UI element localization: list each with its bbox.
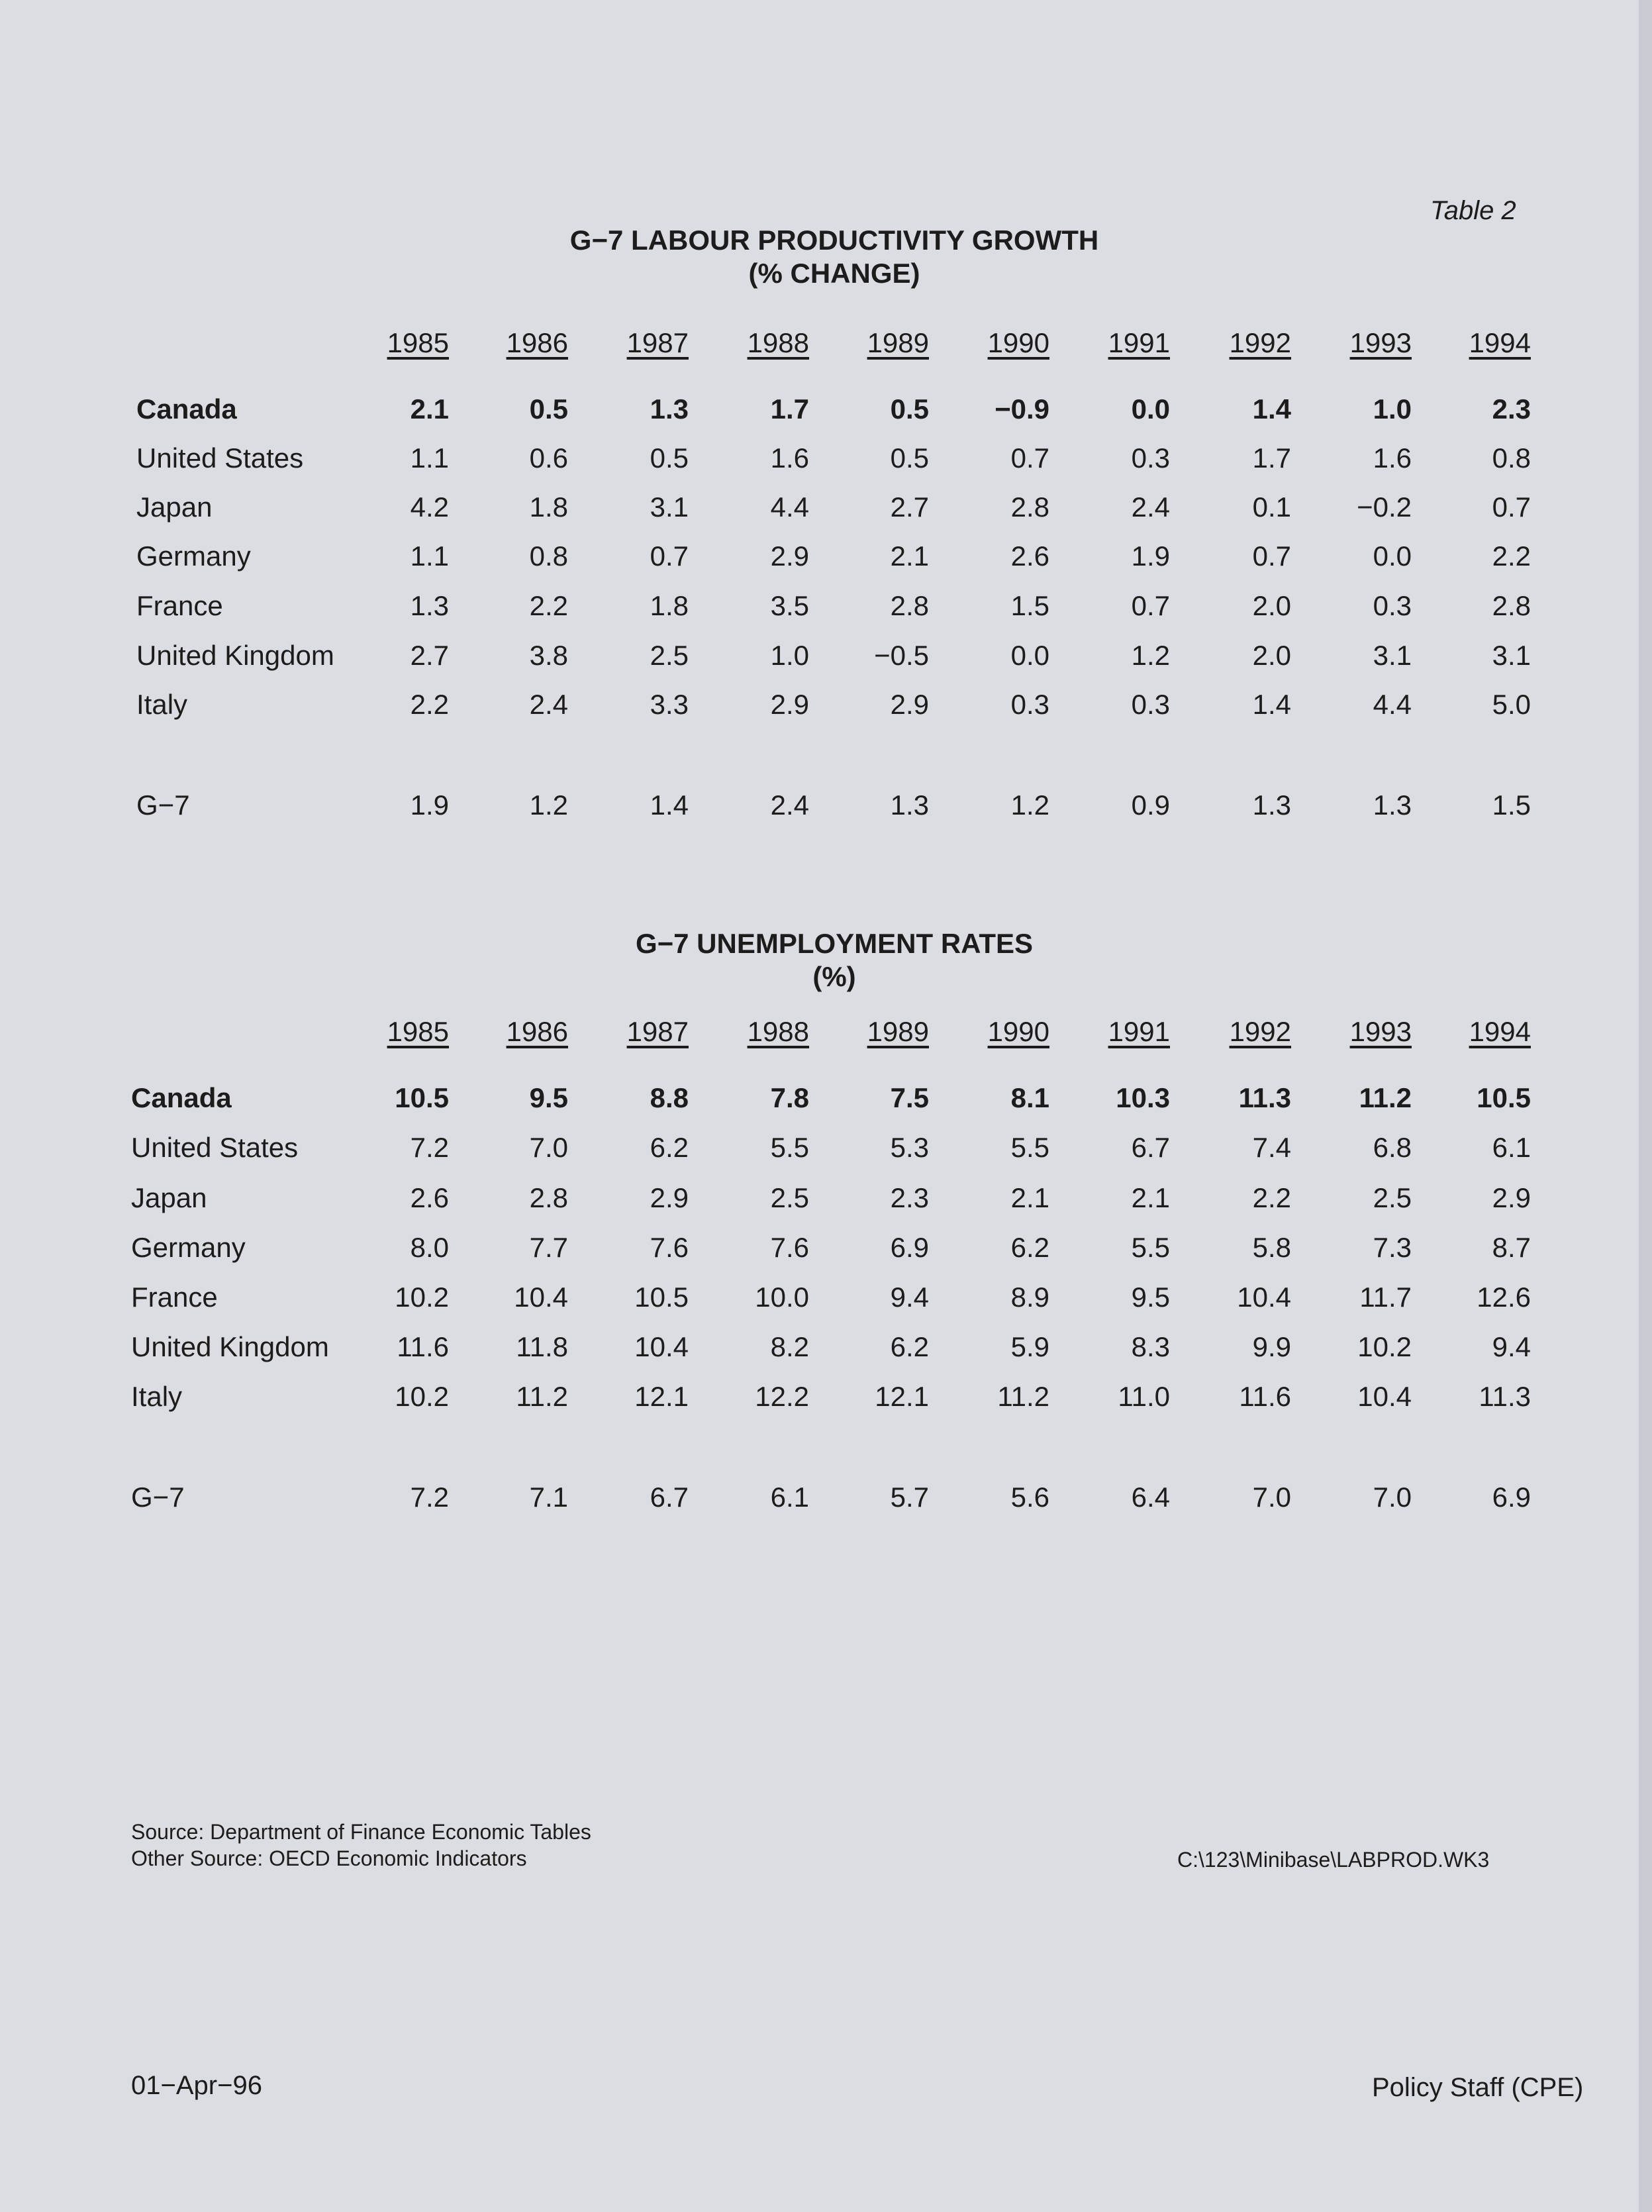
cell-united-kingdom-1985: 11.6 xyxy=(397,1331,449,1362)
cell-japan-1987: 3.1 xyxy=(650,491,689,523)
cell-japan-1990: 2.1 xyxy=(1010,1182,1049,1213)
cell-united-states-1993: 6.8 xyxy=(1373,1132,1412,1163)
row-label-canada: Canada xyxy=(131,1082,232,1113)
cell-united-states-1994: 6.1 xyxy=(1492,1132,1531,1163)
cell-france-1988: 10.0 xyxy=(755,1282,809,1313)
year-header-1986: 1986 xyxy=(506,327,568,358)
cell-canada-1989: 7.5 xyxy=(890,1082,929,1113)
cell-japan-1985: 2.6 xyxy=(410,1182,449,1213)
cell-united-kingdom-1989: 6.2 xyxy=(890,1331,929,1362)
cell-italy-1989: 2.9 xyxy=(890,689,929,720)
cell-france-1987: 10.5 xyxy=(634,1282,689,1313)
cell-united-states-1985: 7.2 xyxy=(410,1132,449,1163)
row-label-france: France xyxy=(131,1282,218,1313)
cell-germany-1985: 8.0 xyxy=(410,1232,449,1263)
row-label-france: France xyxy=(136,590,223,621)
cell-japan-1992: 0.1 xyxy=(1252,491,1291,523)
document-author: Policy Staff (CPE) xyxy=(1372,2073,1584,2102)
cell-united-states-1994: 0.8 xyxy=(1492,442,1531,474)
row-label-united-states: United States xyxy=(131,1132,299,1163)
cell-italy-1994: 5.0 xyxy=(1492,689,1531,720)
cell-france-1986: 2.2 xyxy=(529,590,568,621)
table-number-label: Table 2 xyxy=(1430,196,1516,225)
row-label-united-kingdom: United Kingdom xyxy=(136,640,334,671)
cell-g-7-1994: 1.5 xyxy=(1492,789,1531,821)
cell-united-kingdom-1990: 5.9 xyxy=(1010,1331,1049,1362)
unemployment-subtitle: (%) xyxy=(812,961,856,992)
year-header-1990: 1990 xyxy=(987,327,1049,358)
cell-united-states-1987: 0.5 xyxy=(650,442,689,474)
cell-germany-1985: 1.1 xyxy=(410,540,449,572)
cell-italy-1985: 2.2 xyxy=(410,689,449,720)
cell-italy-1992: 11.6 xyxy=(1239,1381,1291,1412)
cell-france-1991: 9.5 xyxy=(1131,1282,1170,1313)
cell-italy-1987: 3.3 xyxy=(650,689,689,720)
cell-canada-1987: 1.3 xyxy=(650,393,689,425)
cell-italy-1993: 10.4 xyxy=(1357,1381,1412,1412)
year-header-1985: 1985 xyxy=(387,1016,449,1047)
cell-united-states-1992: 7.4 xyxy=(1252,1132,1291,1163)
cell-japan-1986: 1.8 xyxy=(529,491,568,523)
year-header-1992: 1992 xyxy=(1229,1016,1291,1047)
cell-germany-1993: 7.3 xyxy=(1373,1232,1412,1263)
cell-united-kingdom-1988: 8.2 xyxy=(770,1331,809,1362)
cell-france-1990: 1.5 xyxy=(1010,590,1049,621)
cell-italy-1992: 1.4 xyxy=(1252,689,1291,720)
cell-g-7-1989: 5.7 xyxy=(890,1482,929,1513)
cell-canada-1990: −0.9 xyxy=(995,393,1049,425)
row-label-japan: Japan xyxy=(136,491,213,523)
cell-united-states-1986: 0.6 xyxy=(529,442,568,474)
cell-canada-1988: 7.8 xyxy=(770,1082,809,1113)
row-label-g-7: G−7 xyxy=(136,789,190,821)
cell-united-kingdom-1993: 10.2 xyxy=(1357,1331,1412,1362)
cell-united-states-1990: 0.7 xyxy=(1010,442,1049,474)
cell-france-1985: 10.2 xyxy=(395,1282,449,1313)
year-header-1993: 1993 xyxy=(1349,327,1412,358)
cell-germany-1989: 6.9 xyxy=(890,1232,929,1263)
row-label-germany: Germany xyxy=(131,1232,246,1263)
cell-canada-1991: 10.3 xyxy=(1116,1082,1170,1113)
cell-united-states-1988: 5.5 xyxy=(770,1132,809,1163)
cell-germany-1992: 5.8 xyxy=(1252,1232,1291,1263)
cell-g-7-1992: 1.3 xyxy=(1252,789,1291,821)
cell-italy-1991: 0.3 xyxy=(1131,689,1170,720)
cell-france-1992: 2.0 xyxy=(1252,590,1291,621)
cell-germany-1988: 7.6 xyxy=(770,1232,809,1263)
cell-g-7-1993: 7.0 xyxy=(1373,1482,1412,1513)
cell-germany-1991: 5.5 xyxy=(1131,1232,1170,1263)
cell-united-states-1989: 5.3 xyxy=(890,1132,929,1163)
cell-france-1988: 3.5 xyxy=(770,590,809,621)
year-header-1988: 1988 xyxy=(747,1016,809,1047)
page-edge xyxy=(1639,0,1652,2212)
cell-france-1992: 10.4 xyxy=(1237,1282,1291,1313)
cell-japan-1994: 0.7 xyxy=(1492,491,1531,523)
document-date: 01−Apr−96 xyxy=(131,2071,262,2100)
cell-japan-1994: 2.9 xyxy=(1492,1182,1531,1213)
cell-canada-1986: 9.5 xyxy=(529,1082,568,1113)
cell-france-1990: 8.9 xyxy=(1010,1282,1049,1313)
year-header-1991: 1991 xyxy=(1108,327,1170,358)
year-header-1992: 1992 xyxy=(1229,327,1291,358)
cell-italy-1988: 12.2 xyxy=(755,1381,809,1412)
year-header-1994: 1994 xyxy=(1469,327,1531,358)
cell-germany-1993: 0.0 xyxy=(1373,540,1412,572)
cell-italy-1988: 2.9 xyxy=(770,689,809,720)
year-header-1991: 1991 xyxy=(1108,1016,1170,1047)
cell-united-kingdom-1985: 2.7 xyxy=(410,640,449,671)
cell-germany-1986: 0.8 xyxy=(529,540,568,572)
cell-g-7-1991: 0.9 xyxy=(1131,789,1170,821)
cell-canada-1989: 0.5 xyxy=(890,393,929,425)
cell-germany-1994: 8.7 xyxy=(1492,1232,1531,1263)
cell-g-7-1990: 5.6 xyxy=(1010,1482,1049,1513)
cell-united-states-1991: 6.7 xyxy=(1131,1132,1170,1163)
cell-france-1994: 2.8 xyxy=(1492,590,1531,621)
cell-italy-1987: 12.1 xyxy=(634,1381,689,1412)
year-header-1988: 1988 xyxy=(747,327,809,358)
year-header-1987: 1987 xyxy=(626,1016,689,1047)
cell-italy-1991: 11.0 xyxy=(1118,1381,1170,1412)
year-header-1987: 1987 xyxy=(626,327,689,358)
cell-canada-1985: 2.1 xyxy=(410,393,449,425)
cell-japan-1988: 4.4 xyxy=(770,491,809,523)
cell-canada-1985: 10.5 xyxy=(395,1082,449,1113)
cell-united-kingdom-1990: 0.0 xyxy=(1010,640,1049,671)
cell-france-1987: 1.8 xyxy=(650,590,689,621)
cell-canada-1986: 0.5 xyxy=(529,393,568,425)
cell-united-kingdom-1992: 2.0 xyxy=(1252,640,1291,671)
row-label-germany: Germany xyxy=(136,540,251,572)
row-label-italy: Italy xyxy=(136,689,188,720)
cell-japan-1989: 2.7 xyxy=(890,491,929,523)
cell-germany-1990: 6.2 xyxy=(1010,1232,1049,1263)
cell-italy-1994: 11.3 xyxy=(1479,1381,1531,1412)
cell-g-7-1988: 6.1 xyxy=(770,1482,809,1513)
year-header-1986: 1986 xyxy=(506,1016,568,1047)
cell-united-kingdom-1987: 10.4 xyxy=(634,1331,689,1362)
cell-japan-1989: 2.3 xyxy=(890,1182,929,1213)
cell-canada-1994: 2.3 xyxy=(1492,393,1531,425)
cell-japan-1988: 2.5 xyxy=(770,1182,809,1213)
row-label-canada: Canada xyxy=(136,393,237,425)
cell-italy-1989: 12.1 xyxy=(875,1381,929,1412)
other-source-note: Other Source: OECD Economic Indicators xyxy=(131,1846,527,1870)
cell-italy-1986: 11.2 xyxy=(516,1381,568,1412)
cell-g-7-1990: 1.2 xyxy=(1010,789,1049,821)
row-label-united-kingdom: United Kingdom xyxy=(131,1331,329,1362)
cell-united-states-1988: 1.6 xyxy=(770,442,809,474)
cell-united-states-1991: 0.3 xyxy=(1131,442,1170,474)
cell-france-1993: 0.3 xyxy=(1373,590,1412,621)
cell-france-1993: 11.7 xyxy=(1359,1282,1412,1313)
cell-united-states-1989: 0.5 xyxy=(890,442,929,474)
cell-united-states-1985: 1.1 xyxy=(410,442,449,474)
cell-canada-1993: 11.2 xyxy=(1359,1082,1412,1113)
cell-germany-1986: 7.7 xyxy=(529,1232,568,1263)
row-label-japan: Japan xyxy=(131,1182,207,1213)
cell-united-states-1990: 5.5 xyxy=(1010,1132,1049,1163)
cell-italy-1993: 4.4 xyxy=(1373,689,1412,720)
cell-canada-1994: 10.5 xyxy=(1477,1082,1531,1113)
row-label-g-7: G−7 xyxy=(131,1482,185,1513)
cell-germany-1990: 2.6 xyxy=(1010,540,1049,572)
cell-germany-1989: 2.1 xyxy=(890,540,929,572)
year-header-1989: 1989 xyxy=(867,327,929,358)
cell-united-states-1987: 6.2 xyxy=(650,1132,689,1163)
cell-g-7-1985: 7.2 xyxy=(410,1482,449,1513)
year-header-1989: 1989 xyxy=(867,1016,929,1047)
cell-france-1994: 12.6 xyxy=(1477,1282,1531,1313)
cell-germany-1992: 0.7 xyxy=(1252,540,1291,572)
cell-united-states-1993: 1.6 xyxy=(1373,442,1412,474)
cell-united-kingdom-1986: 3.8 xyxy=(529,640,568,671)
cell-g-7-1986: 1.2 xyxy=(529,789,568,821)
year-header-1990: 1990 xyxy=(987,1016,1049,1047)
year-header-1993: 1993 xyxy=(1349,1016,1412,1047)
cell-france-1985: 1.3 xyxy=(410,590,449,621)
cell-germany-1988: 2.9 xyxy=(770,540,809,572)
cell-g-7-1987: 6.7 xyxy=(650,1482,689,1513)
year-header-1985: 1985 xyxy=(387,327,449,358)
cell-g-7-1987: 1.4 xyxy=(650,789,689,821)
cell-japan-1992: 2.2 xyxy=(1252,1182,1291,1213)
cell-japan-1991: 2.4 xyxy=(1131,491,1170,523)
cell-germany-1991: 1.9 xyxy=(1131,540,1170,572)
cell-france-1991: 0.7 xyxy=(1131,590,1170,621)
cell-canada-1993: 1.0 xyxy=(1373,393,1412,425)
cell-united-kingdom-1988: 1.0 xyxy=(770,640,809,671)
cell-g-7-1985: 1.9 xyxy=(410,789,449,821)
cell-canada-1992: 11.3 xyxy=(1238,1082,1291,1113)
cell-france-1989: 9.4 xyxy=(890,1282,929,1313)
cell-united-states-1992: 1.7 xyxy=(1252,442,1291,474)
cell-italy-1986: 2.4 xyxy=(529,689,568,720)
cell-italy-1990: 11.2 xyxy=(997,1381,1049,1412)
cell-france-1989: 2.8 xyxy=(890,590,929,621)
cell-g-7-1986: 7.1 xyxy=(529,1482,568,1513)
cell-g-7-1992: 7.0 xyxy=(1252,1482,1291,1513)
cell-italy-1985: 10.2 xyxy=(395,1381,449,1412)
cell-germany-1994: 2.2 xyxy=(1492,540,1531,572)
cell-canada-1990: 8.1 xyxy=(1010,1082,1049,1113)
cell-g-7-1988: 2.4 xyxy=(770,789,809,821)
cell-united-states-1986: 7.0 xyxy=(529,1132,568,1163)
cell-g-7-1989: 1.3 xyxy=(890,789,929,821)
cell-japan-1990: 2.8 xyxy=(1010,491,1049,523)
cell-germany-1987: 0.7 xyxy=(650,540,689,572)
cell-united-kingdom-1994: 9.4 xyxy=(1492,1331,1531,1362)
cell-japan-1991: 2.1 xyxy=(1131,1182,1170,1213)
cell-japan-1993: −0.2 xyxy=(1357,491,1412,523)
cell-united-kingdom-1986: 11.8 xyxy=(516,1331,568,1362)
cell-united-kingdom-1992: 9.9 xyxy=(1252,1331,1291,1362)
cell-united-kingdom-1987: 2.5 xyxy=(650,640,689,671)
year-header-1994: 1994 xyxy=(1469,1016,1531,1047)
file-path: C:\123\Minibase\LABPROD.WK3 xyxy=(1177,1848,1490,1872)
productivity-subtitle: (% CHANGE) xyxy=(748,258,920,289)
row-label-italy: Italy xyxy=(131,1381,183,1412)
cell-g-7-1994: 6.9 xyxy=(1492,1482,1531,1513)
cell-japan-1993: 2.5 xyxy=(1373,1182,1412,1213)
cell-g-7-1993: 1.3 xyxy=(1373,789,1412,821)
row-label-united-states: United States xyxy=(136,442,304,474)
cell-canada-1991: 0.0 xyxy=(1131,393,1170,425)
cell-united-kingdom-1991: 1.2 xyxy=(1131,640,1170,671)
cell-united-kingdom-1993: 3.1 xyxy=(1373,640,1412,671)
source-note: Source: Department of Finance Economic Tables xyxy=(131,1820,591,1844)
cell-france-1986: 10.4 xyxy=(514,1282,568,1313)
cell-italy-1990: 0.3 xyxy=(1010,689,1049,720)
unemployment-title: G−7 UNEMPLOYMENT RATES xyxy=(635,928,1034,959)
cell-canada-1992: 1.4 xyxy=(1252,393,1291,425)
cell-japan-1987: 2.9 xyxy=(650,1182,689,1213)
cell-united-kingdom-1989: −0.5 xyxy=(874,640,929,671)
cell-japan-1985: 4.2 xyxy=(410,491,449,523)
cell-canada-1988: 1.7 xyxy=(770,393,809,425)
cell-canada-1987: 8.8 xyxy=(650,1082,689,1113)
cell-united-kingdom-1994: 3.1 xyxy=(1492,640,1531,671)
cell-g-7-1991: 6.4 xyxy=(1131,1482,1170,1513)
cell-japan-1986: 2.8 xyxy=(529,1182,568,1213)
cell-germany-1987: 7.6 xyxy=(650,1232,689,1263)
cell-united-kingdom-1991: 8.3 xyxy=(1131,1331,1170,1362)
productivity-title: G−7 LABOUR PRODUCTIVITY GROWTH xyxy=(569,225,1099,256)
